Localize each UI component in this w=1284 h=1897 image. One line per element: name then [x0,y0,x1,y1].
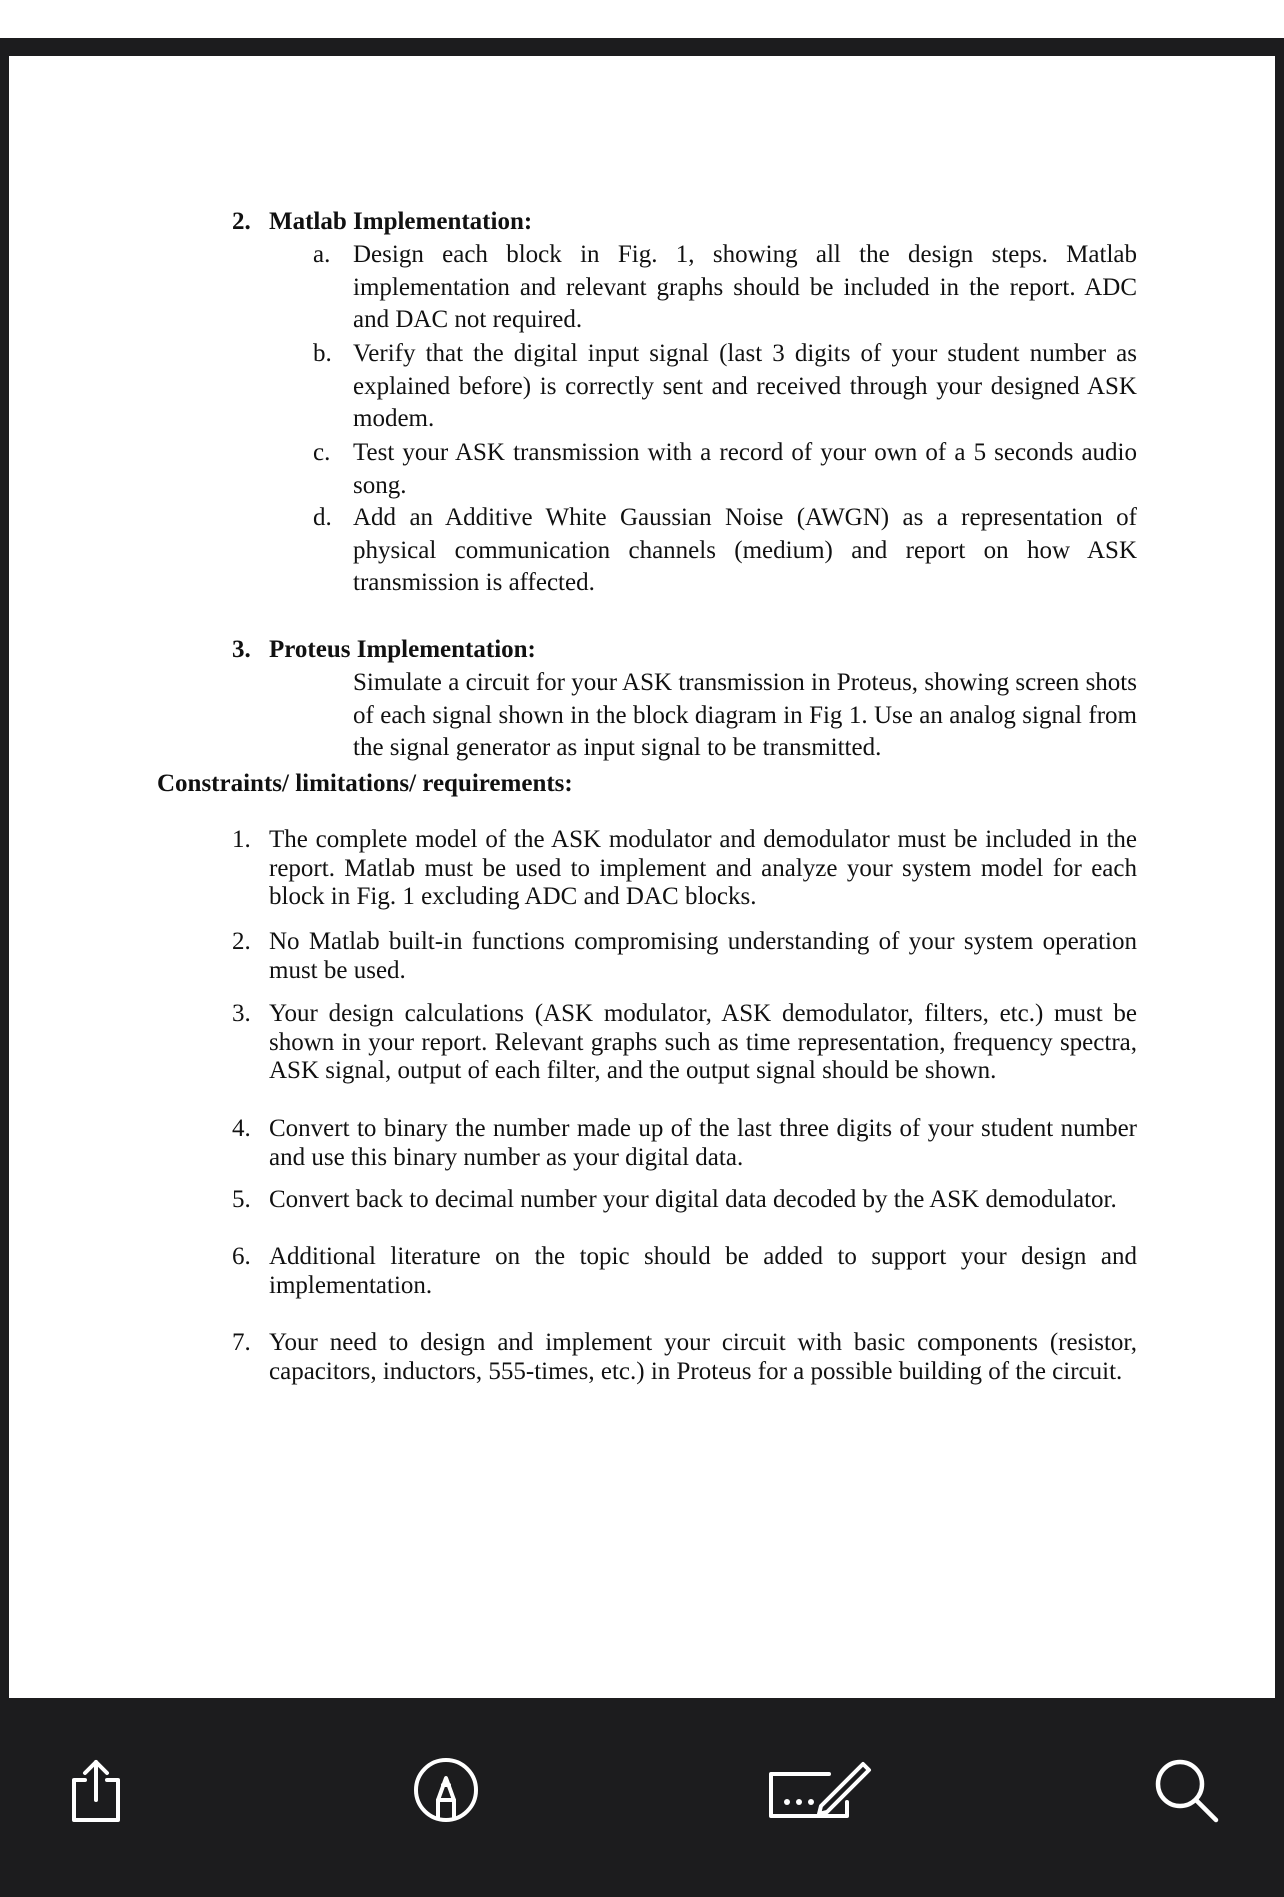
section-2-item-c [313,437,1137,502]
markup-button[interactable] [406,1750,486,1830]
constraint-number: 5. [232,1186,251,1213]
constraint-number: 4. [232,1115,251,1142]
search-icon [1150,1754,1222,1826]
section-2-item-b [313,338,1137,436]
section-3-title: Proteus Implementation: [269,636,536,663]
constraint-text: Convert to binary the number made up of the last three digits of your student number and use this binary number as your digital data. [269,1115,1137,1171]
document-page [9,56,1275,1698]
section-3-heading [232,634,792,667]
share-icon [60,1754,132,1826]
constraint-text: Additional literature on the topic should be added to support your design and implementation. [269,1243,1137,1299]
constraint-item-3 [232,1000,1137,1086]
constraints-heading: Constraints/ limitations/ requirements: [157,770,573,797]
item-letter: b. [313,340,332,367]
item-text: Add an Additive White Gaussian Noise (AWGN) as a representation of physical communication channels (medium) and report on how ASK transmission is affected. [353,504,1137,596]
document-viewer[interactable] [0,56,1284,1698]
constraint-number: 7. [232,1329,251,1356]
search-button[interactable] [1146,1750,1226,1830]
keyboard-edit-button[interactable] [766,1750,876,1830]
constraint-text: Your need to design and implement your circuit with basic components (resistor, capacitors, inductors, 555-times, etc.) in Proteus for a possible building of the circuit. [269,1329,1137,1385]
section-2-title: Matlab Implementation: [269,208,533,235]
bottom-toolbar [0,1698,1284,1897]
section-2-item-d [313,502,1137,600]
constraint-item-7 [232,1329,1137,1386]
constraint-text: The complete model of the ASK modulator and demodulator must be included in the report. Matlab must be used to implement and analyze your system model for each block in Fig. 1 excluding ADC and DAC blocks. [269,826,1137,910]
item-letter: a. [313,241,331,268]
constraint-item-4 [232,1115,1137,1172]
constraint-text: Your design calculations (ASK modulator, ASK demodulator, filters, etc.) must be shown in your report. Relevant graphs such as time representation, frequency spectra, ASK signal, output of each filter, and the output signal should be shown. [269,1000,1137,1084]
constraint-number: 6. [232,1243,251,1270]
constraint-number: 2. [232,928,251,955]
markup-icon [410,1754,482,1826]
section-2-item-a [313,239,1137,337]
section-2-heading [232,206,792,239]
item-letter: d. [313,504,332,531]
constraint-number: 3. [232,1000,251,1027]
constraint-item-6 [232,1243,1137,1300]
constraint-number: 1. [232,826,251,853]
constraint-text: No Matlab built-in functions compromising understanding of your system operation must be used. [269,928,1137,984]
constraint-item-1 [232,826,1137,912]
item-text: Verify that the digital input signal (last 3 digits of your student number as explained before) is correctly sent and received through your designed ASK modem. [353,340,1137,432]
constraint-item-2 [232,928,1137,985]
constraint-text: Convert back to decimal number your digital data decoded by the ASK demodulator. [269,1186,1117,1213]
keyboard-edit-icon [767,1754,875,1826]
section-3-number: 3. [232,636,251,663]
top-bar [0,38,1284,56]
section-3-paragraph: Simulate a circuit for your ASK transmission in Proteus, showing screen shots of each signal shown in the block diagram in Fig 1. Use an analog signal from the signal generator as input signal to be transmitted. [353,669,1137,761]
item-text: Test your ASK transmission with a record of your own of a 5 seconds audio song. [353,439,1137,499]
share-button[interactable] [56,1750,136,1830]
item-text: Design each block in Fig. 1, showing all the design steps. Matlab implementation and relevant graphs should be included in the report. ADC and DAC not required. [353,241,1137,333]
section-2-number: 2. [232,208,251,235]
constraint-item-5 [232,1186,1137,1215]
item-letter: c. [313,439,331,466]
